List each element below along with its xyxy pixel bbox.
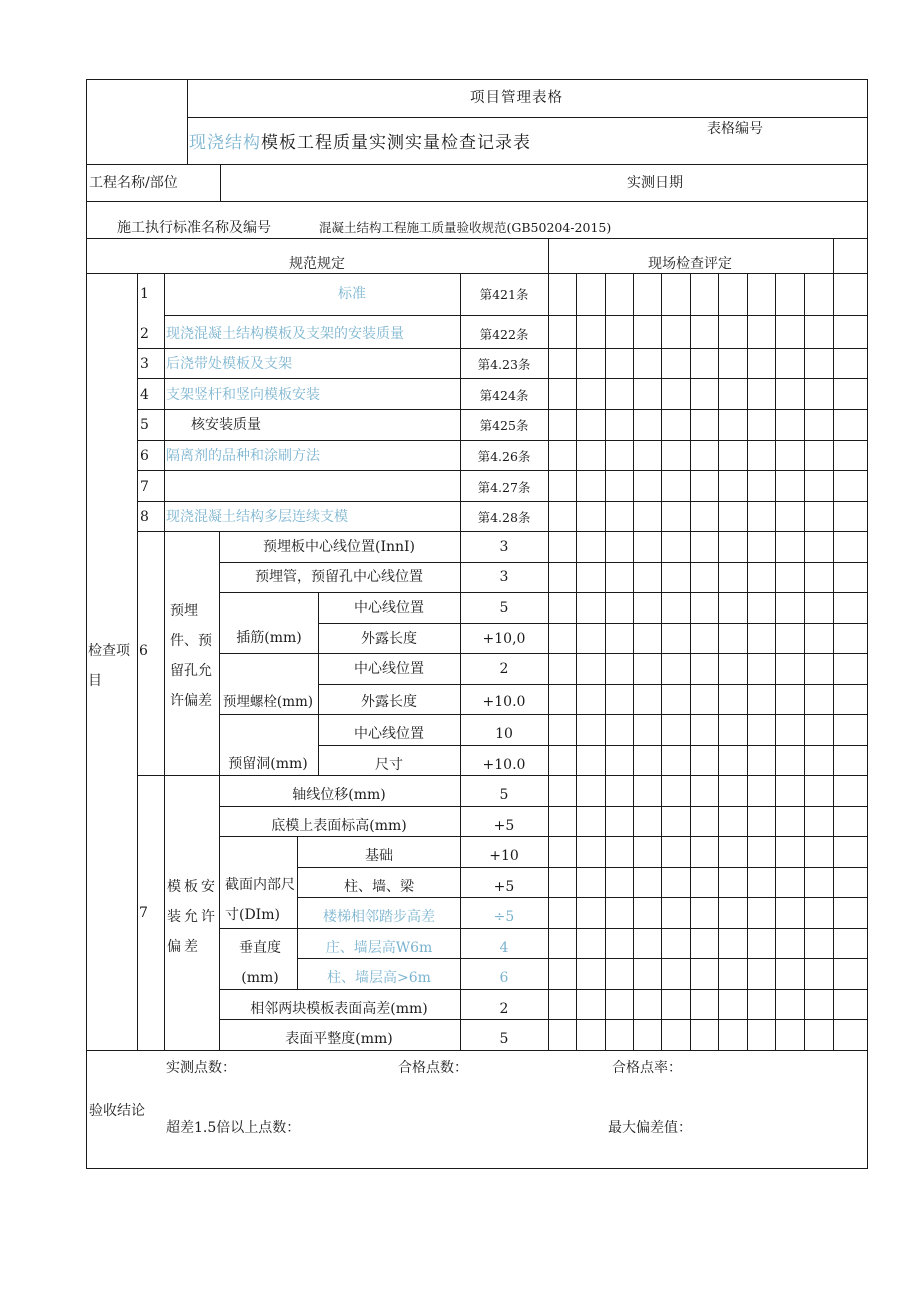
max-deviation-label: 最大偏差值： [608,1120,692,1136]
onsite-column-header: 现场检查评定 [648,256,732,272]
form-number-label: 表格编号 [707,121,763,137]
item-clause: 第4.26条 [477,449,531,464]
embed-row-name: 尺寸 [375,757,403,773]
embed-row-name: 外露长度 [361,694,417,710]
install-subgroup-label: 截面内部尺寸(DIm) [225,877,295,923]
rule [164,315,868,316]
embed-row-name: 中心线位置 [354,600,424,616]
install-row-value: 6 [499,970,509,986]
rule [718,273,719,1050]
rule [137,440,868,441]
rule [219,562,868,563]
rule [867,79,868,1169]
item-clause: 第421条 [479,287,529,302]
rule [219,1019,868,1020]
rule [164,273,165,531]
item-clause: 第4.27条 [477,480,531,495]
install-row-value: ÷5 [493,909,515,925]
spec-column-header: 规范规定 [289,256,345,272]
item-number: 7 [140,479,149,495]
install-row-value: 5 [499,1031,509,1047]
rule [548,238,549,1050]
rule [633,273,634,1050]
item-name: 现浇混凝土结构多层连续支模 [166,509,348,525]
form-title-main: 模板工程质量实测实量检查记录表 [261,133,531,153]
rule [137,470,868,471]
item-number: 4 [140,387,149,403]
embed-subgroup-label: 插筋(mm) [236,630,302,646]
project-label: 工程名称/部位 [89,175,178,191]
rule [219,928,868,929]
embed-row-value: 2 [499,661,509,677]
rule [219,836,868,837]
rule [86,164,868,165]
install-row-value: 4 [499,940,509,956]
install-row-name: 轴线位移(mm) [292,787,386,803]
item-number: 5 [140,417,149,433]
install-row-name: 柱、墙、梁 [344,879,414,895]
rule [86,1050,868,1051]
check-items-label: 检查项目 [88,643,130,689]
install-row-value: +5 [493,879,515,895]
rule [318,684,868,685]
embed-row-value: 5 [499,600,509,616]
item-clause: 第424条 [479,388,529,403]
item-name: 支架竖杆和竖向模板安装 [166,387,320,403]
pass-rate-label: 合格点率： [612,1060,682,1076]
rule [219,989,868,990]
embed-row-name: 中心线位置 [354,661,424,677]
item-number: 6 [140,448,149,464]
standard-label: 施工执行标准名称及编号 [117,220,271,236]
rule [605,273,606,1050]
rule [86,1168,868,1169]
rule [220,164,221,202]
rule [219,806,868,807]
item-number: 2 [140,326,149,342]
embed-row-value: 3 [499,539,509,555]
rule [747,273,748,1050]
rule [137,378,868,379]
rule [137,409,868,410]
install-row-name: 基础 [365,848,393,864]
rule [137,348,868,349]
over-points-label: 超差1.5倍以上点数： [166,1120,301,1136]
rule [460,273,461,1050]
install-row-name: 庄、墙层高W6m [325,940,433,956]
rule [137,273,138,1050]
measured-points-label: 实测点数： [166,1060,236,1076]
conclusion-label: 验收结论 [89,1103,145,1119]
rule [775,273,776,1050]
install-row-name: 底模上表面标高(mm) [271,818,407,834]
embed-subgroup-label: 预留洞(mm) [228,756,308,772]
standard-value: 混凝土结构工程施工质量验收规范(GB50204-2015) [319,220,612,235]
rule [86,201,868,202]
form-title [189,135,531,151]
embed-row-value: 3 [499,569,509,585]
embed-row-name: 中心线位置 [354,726,424,742]
rule [297,897,868,898]
install-row-value: 2 [499,1001,509,1017]
rule [86,79,87,1169]
rule [804,273,805,1050]
item-name: 后浇带处模板及支架 [166,356,292,372]
embed-subgroup-label: 预埋螺栓(mm) [222,694,314,710]
item-name: 核安装质量 [191,417,261,433]
item-name: 隔离剂的品种和涂刷方法 [166,448,320,464]
item-number: 8 [140,509,149,525]
install-group-label: 模板安装允许偏差 [167,879,218,955]
rule [86,79,868,80]
embed-row-name: 预埋板中心线位置(InnI) [262,539,416,555]
item-clause: 第4.28条 [477,510,531,525]
form-title-prefix: 现浇结构 [189,133,261,153]
embed-row-value: +10,0 [482,631,526,647]
install-row-name: 柱、墙层高>6m [327,970,431,986]
rule [187,79,188,165]
rule [318,623,868,624]
date-label: 实测日期 [627,175,683,191]
rule [661,273,662,1050]
item-clause: 第4.23条 [477,357,531,372]
rule [833,273,834,1050]
embed-row-name: 外露长度 [361,631,417,647]
section-number: 7 [139,905,148,921]
embed-row-value: +10.0 [482,694,526,710]
embed-row-value: 10 [495,726,513,742]
rule [297,958,868,959]
install-row-value: +10 [489,848,519,864]
rule [86,273,868,274]
rule [137,501,868,502]
rule [833,238,834,274]
rule [297,836,298,989]
embed-group-label: 预埋件、预留孔允许偏差 [170,603,212,709]
install-row-name: 相邻两块模板表面高差(mm) [250,1001,428,1017]
install-subgroup-label: 垂直度(mm) [239,940,281,986]
rule [187,117,868,118]
rule [137,531,868,532]
rule [576,273,577,1050]
item-number: 3 [140,356,149,372]
item-name: 标准 [338,286,366,302]
rule [164,531,165,1050]
install-row-value: +5 [493,818,515,834]
rule [219,714,868,715]
section-number: 6 [139,643,148,659]
org-heading: 项目管理表格 [470,90,563,106]
embed-row-name: 预埋管，预留孔中心线位置 [255,569,423,585]
install-row-name: 表面平整度(mm) [285,1031,393,1047]
rule [219,531,220,1050]
rule [219,653,868,654]
rule [137,775,868,776]
item-name: 现浇混凝土结构模板及支架的安装质量 [166,326,404,342]
install-row-value: 5 [499,787,509,803]
rule [318,745,868,746]
item-clause: 第425条 [479,418,529,433]
rule [297,867,868,868]
rule [219,592,868,593]
passed-points-label: 合格点数： [398,1060,468,1076]
rule [690,273,691,1050]
item-clause: 第422条 [479,327,529,342]
embed-row-value: +10.0 [482,757,526,773]
rule [318,592,319,775]
install-row-name: 楼梯相邻踏步高差 [323,909,435,925]
rule [86,238,868,239]
item-number: 1 [140,286,149,302]
